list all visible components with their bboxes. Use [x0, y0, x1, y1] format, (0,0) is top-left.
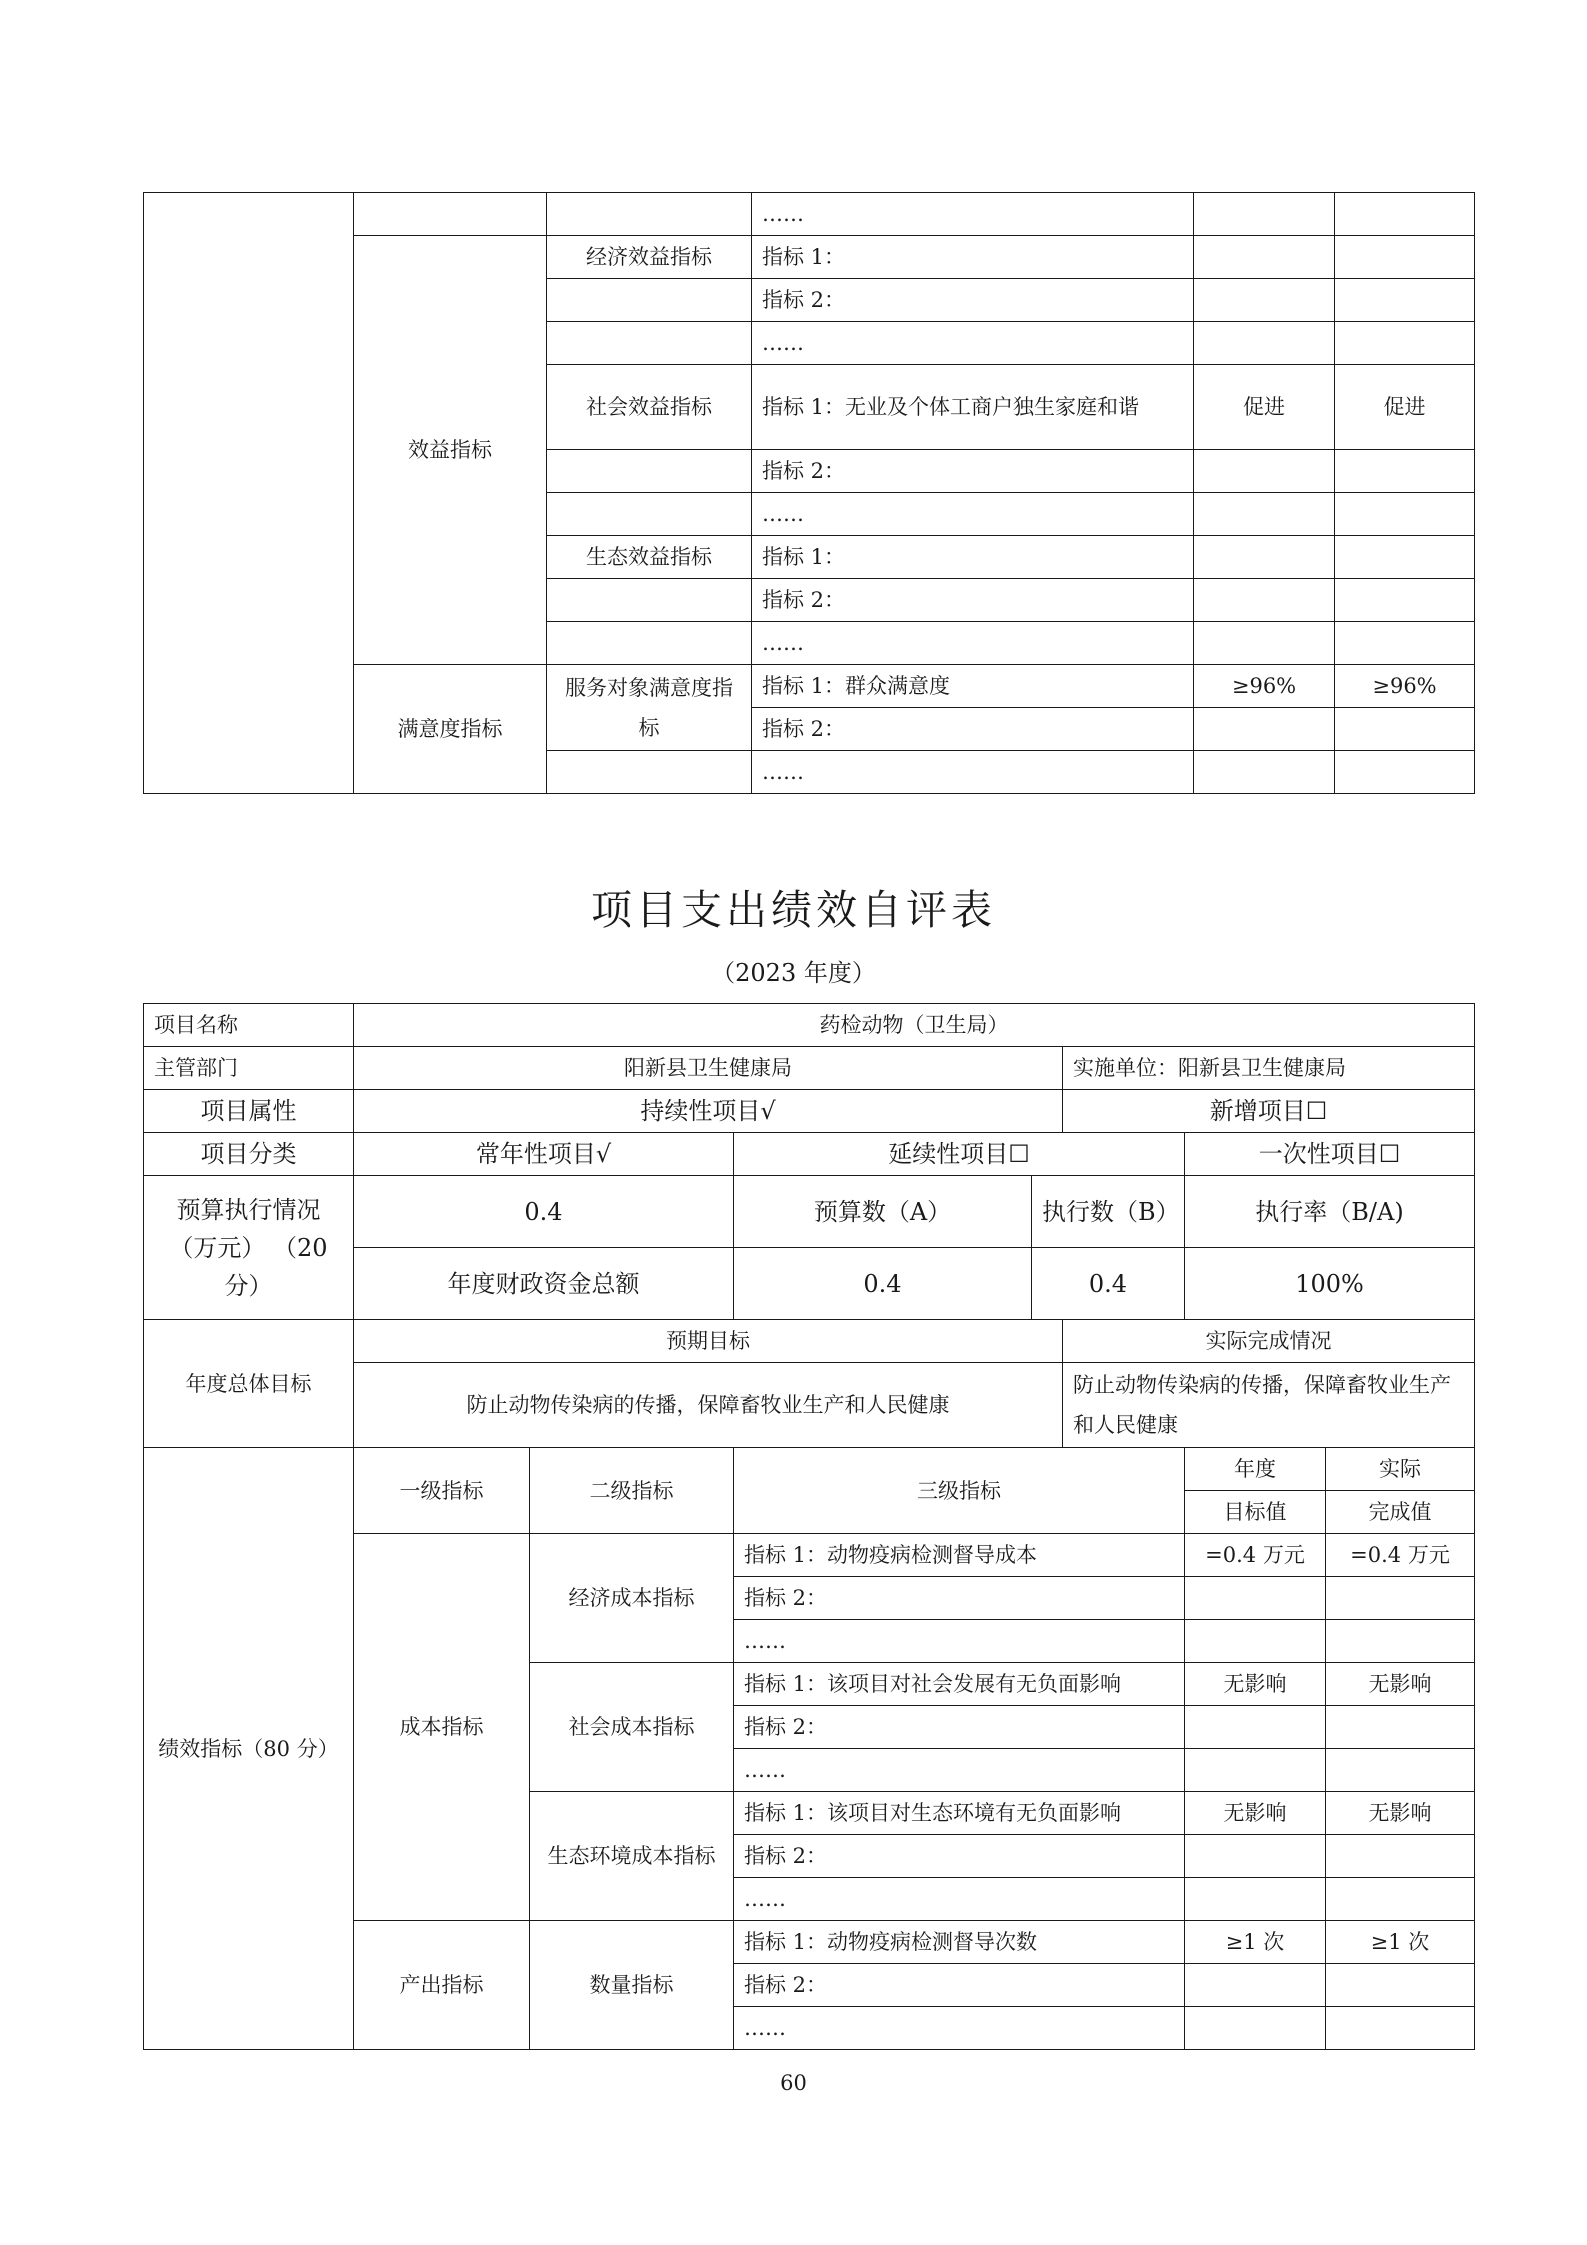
actual-cell — [1335, 322, 1475, 365]
l2-cell-empty — [547, 322, 752, 365]
document-title: 项目支出绩效自评表 — [591, 886, 996, 934]
target-cell — [1185, 1577, 1326, 1620]
l3-cell: …… — [734, 1620, 1185, 1663]
target-cell: 促进 — [1194, 365, 1335, 450]
l3-cell: 指标 2： — [734, 1577, 1185, 1620]
fiscal-b: 0.4 — [1032, 1248, 1185, 1320]
target-cell — [1194, 579, 1335, 622]
l2-quantity: 数量指标 — [530, 1921, 734, 2050]
actual-cell: 促进 — [1335, 365, 1475, 450]
l2-social-cost: 社会成本指标 — [530, 1663, 734, 1792]
actual-cell — [1326, 1835, 1475, 1878]
actual-cell — [1326, 1620, 1475, 1663]
l3-cell: …… — [752, 493, 1194, 536]
col-l3-header: 三级指标 — [734, 1448, 1185, 1534]
actual-cell — [1326, 1577, 1475, 1620]
actual-cell — [1335, 708, 1475, 751]
impl-unit: 实施单位：阳新县卫生健康局 — [1063, 1047, 1475, 1090]
l3-cell: 指标 1：该项目对社会发展有无负面影响 — [734, 1663, 1185, 1706]
target-cell — [1185, 1835, 1326, 1878]
target-cell — [1194, 193, 1335, 236]
target-cell — [1185, 1878, 1326, 1921]
project-name-label: 项目名称 — [144, 1004, 354, 1047]
l1-output: 产出指标 — [354, 1921, 530, 2050]
dept-value: 阳新县卫生健康局 — [354, 1047, 1063, 1090]
indicators-section-label: 绩效指标（80 分） — [144, 1448, 354, 2050]
l2-cell-empty — [547, 751, 752, 794]
target-cell — [1194, 493, 1335, 536]
page-number: 60 — [780, 2071, 807, 2095]
col-actual-header-2: 完成值 — [1326, 1491, 1475, 1534]
l3-cell: …… — [752, 193, 1194, 236]
l3-cell: …… — [752, 622, 1194, 665]
goal-expected: 防止动物传染病的传播，保障畜牧业生产和人民健康 — [354, 1363, 1063, 1448]
l2-eco-benefit: 生态效益指标 — [547, 536, 752, 579]
fiscal-a: 0.4 — [734, 1248, 1032, 1320]
l3-cell: 指标 1：无业及个体工商户独生家庭和谐 — [752, 365, 1194, 450]
actual-cell — [1335, 279, 1475, 322]
target-cell — [1194, 708, 1335, 751]
l3-cell: …… — [752, 751, 1194, 794]
l3-cell: 指标 1：群众满意度 — [752, 665, 1194, 708]
project-name-value: 药检动物（卫生局） — [354, 1004, 1475, 1047]
target-cell: 无影响 — [1185, 1792, 1326, 1835]
actual-cell — [1335, 622, 1475, 665]
actual-cell — [1326, 1878, 1475, 1921]
attr-label: 项目属性 — [144, 1090, 354, 1133]
l3-cell: 指标 2： — [752, 708, 1194, 751]
target-cell — [1194, 751, 1335, 794]
actual-cell — [1335, 751, 1475, 794]
actual-cell — [1326, 1706, 1475, 1749]
actual-cell — [1335, 193, 1475, 236]
target-cell — [1185, 1706, 1326, 1749]
col-target-header-2: 目标值 — [1185, 1491, 1326, 1534]
fiscal-rate: 100% — [1185, 1248, 1475, 1320]
l2-cell-empty — [547, 279, 752, 322]
l3-cell: 指标 1：动物疫病检测督导次数 — [734, 1921, 1185, 1964]
actual-cell: ≥96% — [1335, 665, 1475, 708]
target-cell: ≥1 次 — [1185, 1921, 1326, 1964]
l2-cell-empty — [547, 579, 752, 622]
goal-expected-header: 预期目标 — [354, 1320, 1063, 1363]
target-cell — [1194, 236, 1335, 279]
l2-cell-empty — [547, 622, 752, 665]
l1-cell-empty — [354, 193, 547, 236]
actual-cell — [1335, 493, 1475, 536]
target-cell — [1185, 1620, 1326, 1663]
budget-col-a: 预算数（A） — [734, 1176, 1032, 1248]
actual-cell — [1335, 579, 1475, 622]
fiscal-label: 年度财政资金总额 — [354, 1248, 734, 1320]
actual-cell — [1326, 1749, 1475, 1792]
target-cell — [1194, 536, 1335, 579]
l3-cell: 指标 2： — [734, 1964, 1185, 2007]
l3-cell: 指标 1： — [752, 236, 1194, 279]
col-l1-header: 一级指标 — [354, 1448, 530, 1534]
l3-cell: 指标 1： — [752, 536, 1194, 579]
target-cell: =0.4 万元 — [1185, 1534, 1326, 1577]
goal-actual-header: 实际完成情况 — [1063, 1320, 1475, 1363]
col-actual-header-1: 实际 — [1326, 1448, 1475, 1491]
col-l2-header: 二级指标 — [530, 1448, 734, 1534]
budget-top-value: 0.4 — [354, 1176, 734, 1248]
l3-cell: 指标 2： — [734, 1835, 1185, 1878]
l2-service-satisfaction: 服务对象满意度指标 — [547, 665, 752, 751]
actual-cell: ≥1 次 — [1326, 1921, 1475, 1964]
l2-cell-empty — [547, 493, 752, 536]
goal-actual: 防止动物传染病的传播，保障畜牧业生产和人民健康 — [1063, 1363, 1475, 1448]
col-target-header-1: 年度 — [1185, 1448, 1326, 1491]
actual-cell — [1335, 536, 1475, 579]
l2-cell-empty — [547, 450, 752, 493]
target-cell — [1194, 279, 1335, 322]
l3-cell: 指标 2： — [734, 1706, 1185, 1749]
document-year: （2023 年度） — [711, 959, 876, 987]
actual-cell: 无影响 — [1326, 1792, 1475, 1835]
cat-extended: 延续性项目☐ — [734, 1133, 1185, 1176]
target-cell — [1185, 1964, 1326, 2007]
target-cell — [1194, 622, 1335, 665]
target-cell: ≥96% — [1194, 665, 1335, 708]
l1-benefit: 效益指标 — [354, 236, 547, 665]
l2-social-benefit: 社会效益指标 — [547, 365, 752, 450]
attr-new: 新增项目☐ — [1063, 1090, 1475, 1133]
goal-label: 年度总体目标 — [144, 1320, 354, 1448]
l2-economic-benefit: 经济效益指标 — [547, 236, 752, 279]
target-cell — [1185, 1749, 1326, 1792]
target-cell — [1194, 322, 1335, 365]
l3-cell: 指标 2： — [752, 579, 1194, 622]
l3-cell: …… — [752, 322, 1194, 365]
actual-cell: 无影响 — [1326, 1663, 1475, 1706]
l1-satisfaction: 满意度指标 — [354, 665, 547, 794]
l3-cell: …… — [734, 2007, 1185, 2050]
l3-cell: 指标 1：该项目对生态环境有无负面影响 — [734, 1792, 1185, 1835]
left-merged-cell — [144, 193, 354, 794]
actual-cell — [1335, 450, 1475, 493]
l1-cost: 成本指标 — [354, 1534, 530, 1921]
l3-cell: …… — [734, 1749, 1185, 1792]
l3-cell: …… — [734, 1878, 1185, 1921]
target-cell — [1185, 2007, 1326, 2050]
l3-cell: 指标 2： — [752, 450, 1194, 493]
actual-cell — [1326, 1964, 1475, 2007]
l3-cell: 指标 2： — [752, 279, 1194, 322]
attr-continuous: 持续性项目√ — [354, 1090, 1063, 1133]
target-cell: 无影响 — [1185, 1663, 1326, 1706]
actual-cell: =0.4 万元 — [1326, 1534, 1475, 1577]
performance-self-evaluation-table — [143, 1003, 1475, 2050]
l2-cell-empty — [547, 193, 752, 236]
cat-label: 项目分类 — [144, 1133, 354, 1176]
target-cell — [1194, 450, 1335, 493]
l2-eco-env-cost: 生态环境成本指标 — [530, 1792, 734, 1921]
l2-economic-cost: 经济成本指标 — [530, 1534, 734, 1663]
budget-label: 预算执行情况（万元） （20分） — [144, 1176, 354, 1320]
dept-label: 主管部门 — [144, 1047, 354, 1090]
budget-col-b: 执行数（B） — [1032, 1176, 1185, 1248]
continued-indicator-table — [143, 192, 1475, 794]
budget-col-rate: 执行率（B/A) — [1185, 1176, 1475, 1248]
actual-cell — [1335, 236, 1475, 279]
actual-cell — [1326, 2007, 1475, 2050]
l3-cell: 指标 1：动物疫病检测督导成本 — [734, 1534, 1185, 1577]
cat-annual: 常年性项目√ — [354, 1133, 734, 1176]
cat-onetime: 一次性项目☐ — [1185, 1133, 1475, 1176]
